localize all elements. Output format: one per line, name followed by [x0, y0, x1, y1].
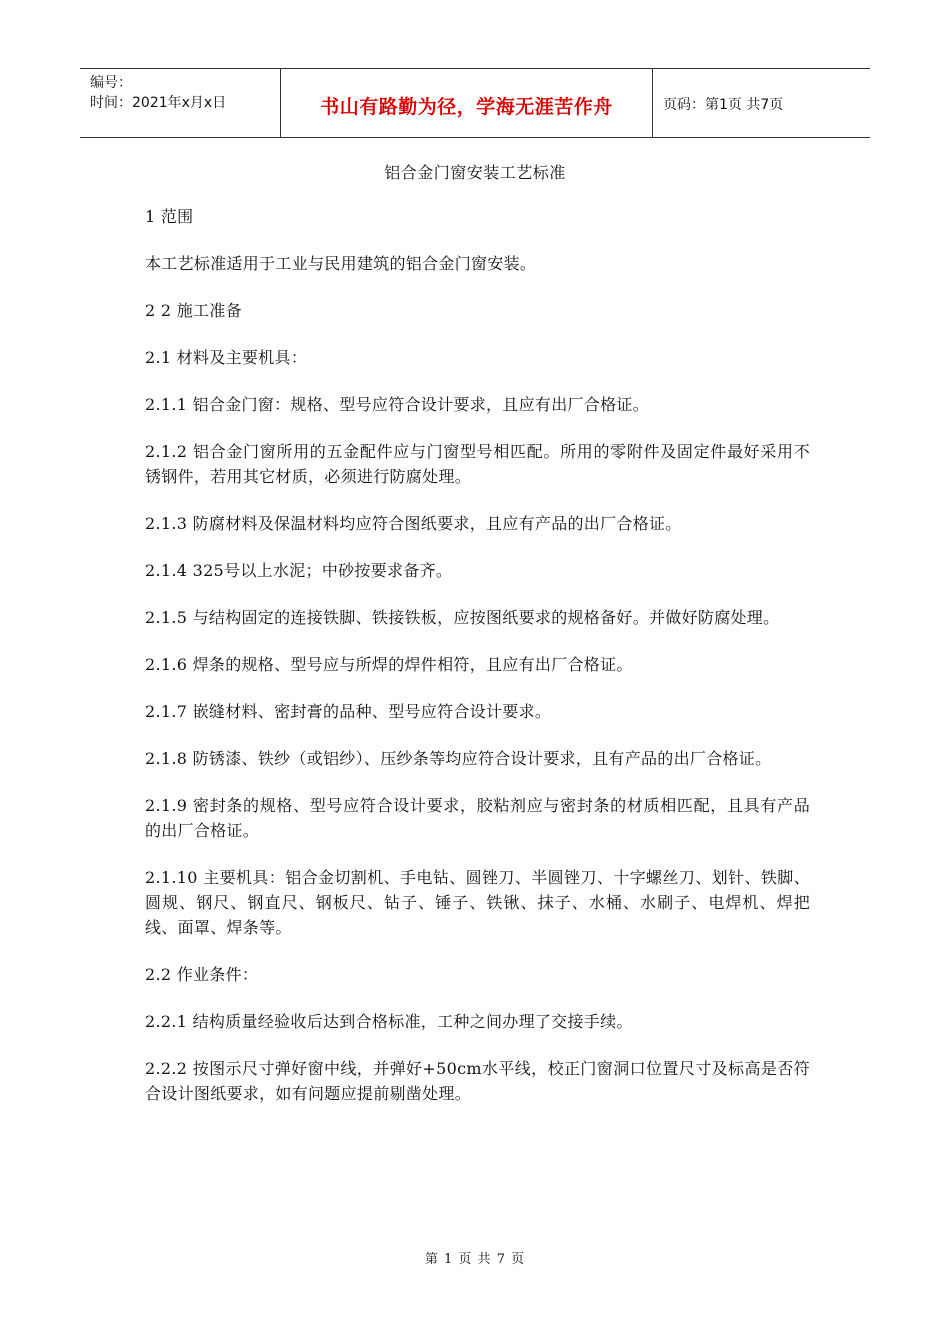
paragraph: 2 2 施工准备 — [145, 301, 242, 320]
paragraph: 本工艺标准适用于工业与民用建筑的铝合金门窗安装。 — [145, 254, 537, 273]
page-footer: 第 1 页 共 7 页 — [424, 1252, 526, 1267]
document-date: 时间：2021年x月x日 — [90, 95, 227, 111]
header-motto: 书山有路勤为径，学海无涯苦作舟 — [320, 95, 613, 118]
document-title: 铝合金门窗安装工艺标准 — [384, 163, 566, 182]
paragraph: 2.1.7 嵌缝材料、密封膏的品种、型号应符合设计要求。 — [145, 702, 552, 721]
paragraph: 2.1.6 焊条的规格、型号应与所焊的焊件相符，且应有出厂合格证。 — [145, 655, 633, 674]
page-header — [80, 68, 870, 138]
paragraph: 2.2.1 结构质量经验收后达到合格标准，工种之间办理了交接手续。 — [145, 1012, 633, 1031]
paragraph: 2.1.3 防腐材料及保温材料均应符合图纸要求，且应有产品的出厂合格证。 — [145, 514, 682, 533]
paragraph: 2.1.2 铝合金门窗所用的五金配件应与门窗型号相匹配。所用的零附件及固定件最好采用不锈钢件，若用其它材质，必须进行防腐处理。 — [145, 442, 810, 486]
paragraph: 1 范围 — [145, 207, 194, 226]
paragraph: 2.1.9 密封条的规格、型号应符合设计要求，胶粘剂应与密封条的材质相匹配，且具有产品的出厂合格证。 — [145, 796, 810, 840]
paragraph: 2.1.1 铝合金门窗：规格、型号应符合设计要求，且应有出厂合格证。 — [145, 395, 649, 414]
document-body — [145, 204, 810, 1128]
paragraph: 2.1.10 主要机具：铝合金切割机、手电钻、圆锉刀、半圆锉刀、十字螺丝刀、划针、铁脚、圆规、钢尺、钢直尺、钢板尺、钻子、锤子、铁锹、抹子、水桶、水刷子、电焊机、焊把线、面罩、焊条等。 — [145, 868, 810, 937]
header-page-info: 页码：第1页 共7页 — [663, 97, 784, 113]
paragraph: 2.1.8 防锈漆、铁纱（或铝纱）、压纱条等均应符合设计要求，且有产品的出厂合格证。 — [145, 749, 772, 768]
paragraph: 2.1 材料及主要机具： — [145, 348, 308, 367]
paragraph: 2.1.4 325号以上水泥；中砂按要求备齐。 — [145, 561, 453, 580]
document-number-label: 编号： — [90, 75, 132, 91]
paragraph: 2.2 作业条件： — [145, 965, 259, 984]
header-motto-cell — [281, 69, 653, 137]
header-meta-cell — [80, 69, 281, 137]
paragraph: 2.1.5 与结构固定的连接铁脚、铁接铁板，应按图纸要求的规格备好。并做好防腐处理。 — [145, 608, 780, 627]
paragraph: 2.2.2 按图示尺寸弹好窗中线，并弹好+50cm水平线，校正门窗洞口位置尺寸及标高是否符合设计图纸要求，如有问题应提前剔凿处理。 — [145, 1059, 810, 1103]
header-page-cell — [653, 69, 870, 137]
